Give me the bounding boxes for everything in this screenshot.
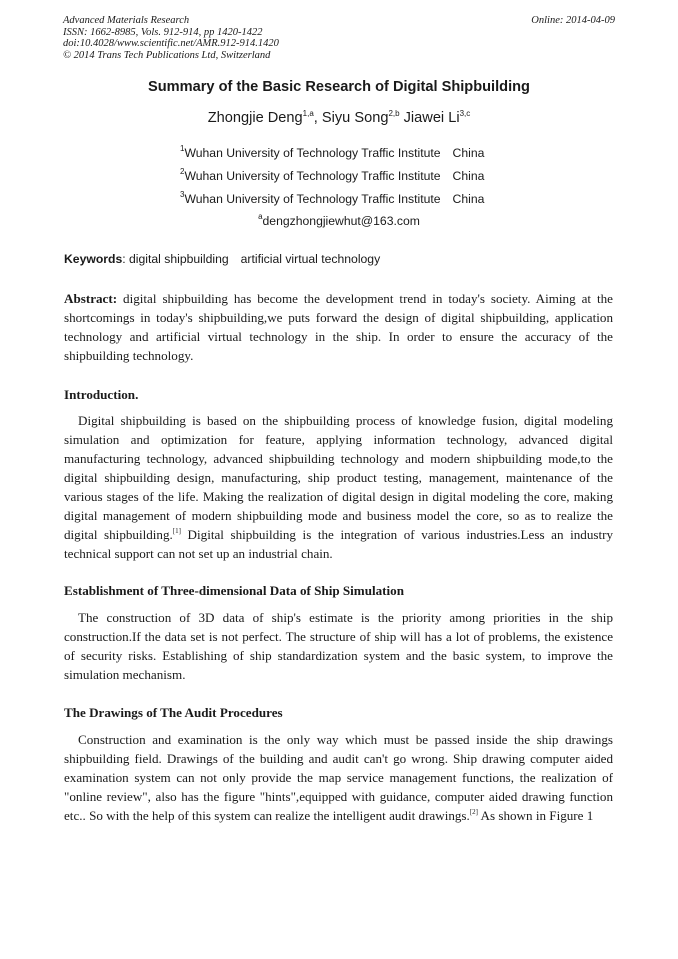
section-heading-3d-data: Establishment of Three-dimensional Data of Ship Simulation <box>64 583 405 598</box>
author-name: Zhongjie Deng <box>207 110 303 126</box>
affiliation-institute: Wuhan University of Technology Traffic Institute <box>184 192 441 206</box>
3d-data-paragraph: The construction of 3D data of ship's estimate is the priority among priorities in the ship construction.If the data set is not perfect. The structure of ship will has a lot of problems, the existence of security risks. Establishing of ship standardization system and the basic system, to improve the simulation mechanism. <box>64 610 613 682</box>
abstract-text: digital shipbuilding has become the development trend in today's society. Aiming at the shortcomings in today's shipbuilding,we puts forward the design of digital shipbuilding, application technology and artificial virtual technology in the ship. In order to ensure the accuracy of the shipbuilding technology. <box>64 291 613 363</box>
author-name: Siyu Song <box>321 110 389 126</box>
section-heading-introduction: Introduction. <box>64 387 139 402</box>
affiliation-1 <box>180 146 484 160</box>
abstract <box>64 289 613 365</box>
author-superscript: 3,c <box>459 109 471 118</box>
citation-ref: [1] <box>172 527 181 535</box>
affiliation-institute: Wuhan University of Technology Traffic Institute <box>184 169 441 183</box>
affiliation-number: 2 <box>180 167 185 176</box>
keywords-line <box>64 252 380 266</box>
keyword: digital shipbuilding <box>129 252 229 266</box>
section-heading-audit-procedures: The Drawings of The Audit Procedures <box>64 705 283 720</box>
abstract-label: Abstract: <box>64 291 118 306</box>
author-name: Jiawei Li <box>403 110 460 126</box>
email-address: dengzhongjiewhut@163.com <box>262 214 420 228</box>
paragraph-text: As shown in Figure 1 <box>477 808 594 823</box>
online-date: Online: 2014-04-09 <box>531 15 615 26</box>
paragraph-text: Digital shipbuilding is based on the shipbuilding process of knowledge fusion, digital modeling simulation and optimization for feature, applying information technology, advanced digital manufacturing technology, advanced shipbuilding technology and modern shipbuilding mode,to the digital shipbuilding design, manufacturing, ship product testing, management, maintenance of the various stages of the life. Making the realization of digital design in digital modeling the core, making digital management of modern shipbuilding mode and business model the core, so as to realize the digital shipbuilding. <box>64 413 613 542</box>
affiliation-country: China <box>452 169 485 183</box>
keywords-label: Keywords <box>64 252 123 266</box>
journal-name: Advanced Materials Research <box>63 15 190 26</box>
copyright-line: © 2014 Trans Tech Publications Ltd, Switzerland <box>63 49 271 61</box>
author-email <box>0 214 678 228</box>
affiliation-2 <box>180 169 484 183</box>
email-superscript: a <box>258 212 263 221</box>
issn-line: ISSN: 1662-8985, Vols. 912-914, pp 1420-1422 <box>63 26 263 38</box>
paragraph-text: Construction and examination is the only way which must be passed inside the ship drawings shipbuilding field. Drawings of the building and audit can't go wrong. Ship drawing computer aided examination system can not only provide the map service management functions, the realization of "online review", also has the figure "hints",equipped with guidance, computer aided drawing function etc.. So with the help of this system can realize the intelligent audit drawings. <box>64 732 613 823</box>
affiliation-3 <box>180 192 484 206</box>
doi-line: doi:10.4028/www.scientific.net/AMR.912-914.1420 <box>63 38 279 50</box>
journal-header <box>63 15 279 61</box>
introduction-paragraph <box>64 411 613 563</box>
affiliation-country: China <box>452 146 485 160</box>
author-superscript: 2,b <box>388 109 400 118</box>
citation-ref: [2] <box>469 808 478 816</box>
affiliation-number: 3 <box>180 190 185 199</box>
author-superscript: 1,a <box>302 109 314 118</box>
author-list <box>0 110 678 126</box>
paper-title: Summary of the Basic Research of Digital Shipbuilding <box>148 79 530 95</box>
keyword: artificial virtual technology <box>240 252 381 266</box>
affiliation-institute: Wuhan University of Technology Traffic Institute <box>184 146 441 160</box>
affiliation-number: 1 <box>180 144 185 153</box>
author-separator: , <box>313 110 322 126</box>
paragraph-text: Digital shipbuilding is the integration of various industries.Less an industry technical support can not set up an industrial chain. <box>64 527 614 561</box>
audit-procedures-paragraph <box>64 730 613 825</box>
affiliation-country: China <box>452 192 485 206</box>
keywords-separator: : <box>122 252 130 266</box>
